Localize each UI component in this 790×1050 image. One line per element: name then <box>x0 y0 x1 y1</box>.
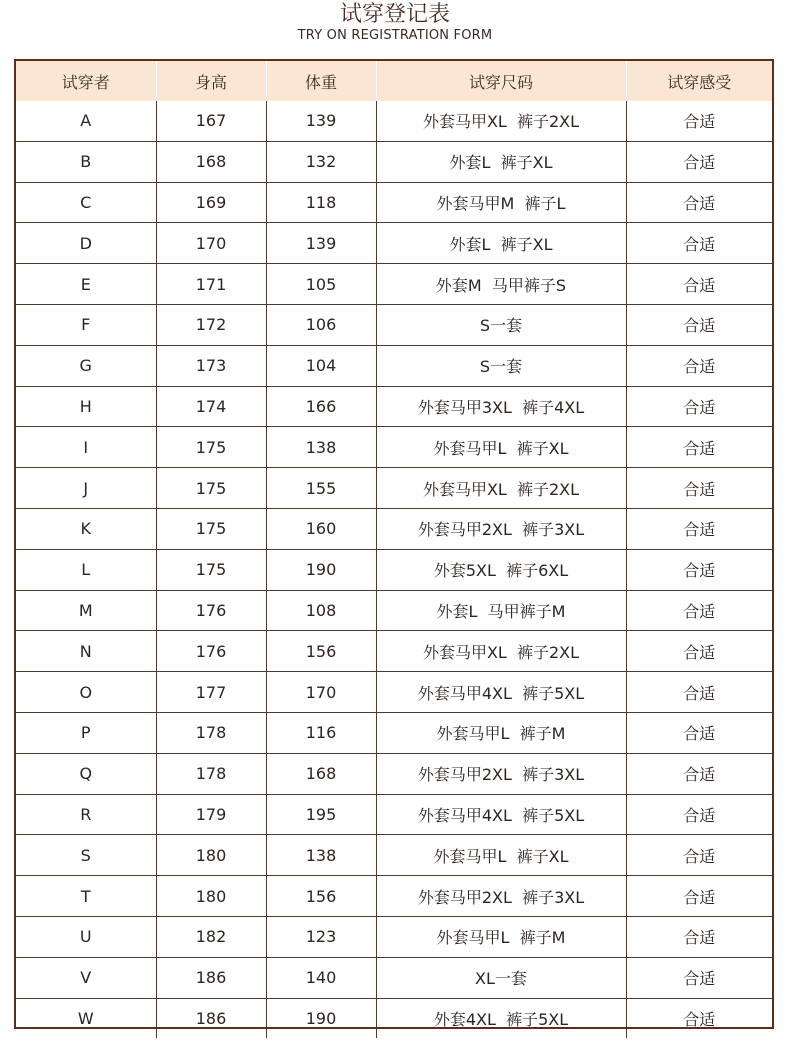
cell-feeling: 合适 <box>626 508 772 549</box>
cell-size: S一套 <box>376 345 626 386</box>
table-row <box>16 998 772 1038</box>
cell-height: 180 <box>156 835 266 876</box>
cell-tryer: U <box>16 916 156 957</box>
cell-weight: 166 <box>266 386 376 427</box>
cell-weight: 105 <box>266 264 376 305</box>
cell-weight: 118 <box>266 182 376 223</box>
page-subtitle: TRY ON REGISTRATION FORM <box>297 28 493 43</box>
cell-weight: 168 <box>266 753 376 794</box>
cell-tryer: M <box>16 590 156 631</box>
table-header <box>16 61 772 101</box>
cell-feeling: 合适 <box>626 101 772 141</box>
cell-height: 175 <box>156 508 266 549</box>
cell-weight: 156 <box>266 631 376 672</box>
registration-table <box>16 61 772 1038</box>
cell-height: 175 <box>156 468 266 509</box>
cell-tryer: L <box>16 549 156 590</box>
cell-size: 外套M 马甲裤子S <box>376 264 626 305</box>
table-row <box>16 631 772 672</box>
cell-height: 186 <box>156 957 266 998</box>
registration-table-frame <box>14 59 774 1029</box>
cell-height: 168 <box>156 141 266 182</box>
cell-weight: 170 <box>266 672 376 713</box>
cell-feeling: 合适 <box>626 223 772 264</box>
table-row <box>16 264 772 305</box>
cell-height: 171 <box>156 264 266 305</box>
cell-feeling: 合适 <box>626 712 772 753</box>
cell-feeling: 合适 <box>626 468 772 509</box>
cell-height: 182 <box>156 916 266 957</box>
table-row <box>16 386 772 427</box>
cell-height: 174 <box>156 386 266 427</box>
cell-tryer: R <box>16 794 156 835</box>
cell-feeling: 合适 <box>626 753 772 794</box>
cell-weight: 195 <box>266 794 376 835</box>
cell-height: 170 <box>156 223 266 264</box>
cell-feeling: 合适 <box>626 141 772 182</box>
cell-weight: 106 <box>266 304 376 345</box>
table-row <box>16 672 772 713</box>
cell-feeling: 合适 <box>626 835 772 876</box>
table-row <box>16 712 772 753</box>
cell-height: 177 <box>156 672 266 713</box>
cell-feeling: 合适 <box>626 427 772 468</box>
cell-tryer: E <box>16 264 156 305</box>
table-row <box>16 916 772 957</box>
table-row <box>16 957 772 998</box>
cell-height: 178 <box>156 753 266 794</box>
cell-feeling: 合适 <box>626 345 772 386</box>
cell-feeling: 合适 <box>626 876 772 917</box>
cell-tryer: B <box>16 141 156 182</box>
cell-tryer: H <box>16 386 156 427</box>
cell-tryer: T <box>16 876 156 917</box>
table-row <box>16 794 772 835</box>
header-height: 身高 <box>156 61 266 101</box>
table-row <box>16 345 772 386</box>
cell-weight: 139 <box>266 223 376 264</box>
cell-weight: 104 <box>266 345 376 386</box>
cell-size: 外套4XL 裤子5XL <box>376 998 626 1038</box>
cell-tryer: J <box>16 468 156 509</box>
cell-feeling: 合适 <box>626 590 772 631</box>
table-row <box>16 753 772 794</box>
header-row <box>16 61 772 101</box>
cell-size: 外套L 裤子XL <box>376 223 626 264</box>
cell-weight: 132 <box>266 141 376 182</box>
cell-height: 176 <box>156 631 266 672</box>
cell-size: 外套马甲3XL 裤子4XL <box>376 386 626 427</box>
cell-height: 178 <box>156 712 266 753</box>
cell-size: 外套马甲4XL 裤子5XL <box>376 794 626 835</box>
table-row <box>16 427 772 468</box>
cell-feeling: 合适 <box>626 794 772 835</box>
cell-feeling: 合适 <box>626 304 772 345</box>
cell-feeling: 合适 <box>626 916 772 957</box>
cell-feeling: 合适 <box>626 264 772 305</box>
header-tryer: 试穿者 <box>16 61 156 101</box>
table-row <box>16 182 772 223</box>
cell-height: 180 <box>156 876 266 917</box>
table-row <box>16 876 772 917</box>
cell-size: 外套马甲L 裤子XL <box>376 835 626 876</box>
cell-tryer: O <box>16 672 156 713</box>
cell-height: 175 <box>156 427 266 468</box>
cell-tryer: V <box>16 957 156 998</box>
cell-weight: 160 <box>266 508 376 549</box>
cell-tryer: A <box>16 101 156 141</box>
cell-size: 外套马甲L 裤子M <box>376 712 626 753</box>
cell-weight: 108 <box>266 590 376 631</box>
cell-weight: 156 <box>266 876 376 917</box>
header-feeling: 试穿感受 <box>626 61 772 101</box>
table-row <box>16 223 772 264</box>
cell-weight: 190 <box>266 549 376 590</box>
cell-size: XL一套 <box>376 957 626 998</box>
cell-feeling: 合适 <box>626 182 772 223</box>
cell-feeling: 合适 <box>626 631 772 672</box>
cell-tryer: F <box>16 304 156 345</box>
table-row <box>16 304 772 345</box>
cell-weight: 123 <box>266 916 376 957</box>
cell-feeling: 合适 <box>626 957 772 998</box>
cell-weight: 138 <box>266 835 376 876</box>
table-row <box>16 835 772 876</box>
cell-height: 175 <box>156 549 266 590</box>
page-title: 试穿登记表 <box>339 2 450 27</box>
cell-height: 169 <box>156 182 266 223</box>
table-row <box>16 141 772 182</box>
cell-height: 186 <box>156 998 266 1038</box>
cell-height: 167 <box>156 101 266 141</box>
cell-weight: 155 <box>266 468 376 509</box>
cell-tryer: N <box>16 631 156 672</box>
cell-size: 外套5XL 裤子6XL <box>376 549 626 590</box>
cell-size: 外套L 裤子XL <box>376 141 626 182</box>
cell-feeling: 合适 <box>626 672 772 713</box>
table-row <box>16 468 772 509</box>
cell-size: 外套马甲XL 裤子2XL <box>376 468 626 509</box>
cell-weight: 139 <box>266 101 376 141</box>
cell-tryer: Q <box>16 753 156 794</box>
cell-size: 外套马甲2XL 裤子3XL <box>376 876 626 917</box>
cell-height: 172 <box>156 304 266 345</box>
header-size: 试穿尺码 <box>376 61 626 101</box>
cell-tryer: P <box>16 712 156 753</box>
cell-size: 外套马甲L 裤子M <box>376 916 626 957</box>
cell-size: S一套 <box>376 304 626 345</box>
cell-weight: 140 <box>266 957 376 998</box>
cell-weight: 116 <box>266 712 376 753</box>
header-weight: 体重 <box>266 61 376 101</box>
table-body <box>16 101 772 1038</box>
cell-height: 176 <box>156 590 266 631</box>
table-row <box>16 549 772 590</box>
cell-size: 外套马甲2XL 裤子3XL <box>376 753 626 794</box>
cell-feeling: 合适 <box>683 1009 716 1029</box>
cell-size: 外套马甲2XL 裤子3XL <box>376 508 626 549</box>
cell-size: 外套马甲XL 裤子2XL <box>376 101 626 141</box>
cell-tryer: K <box>16 508 156 549</box>
table-row <box>16 508 772 549</box>
cell-size: 外套马甲M 裤子L <box>376 182 626 223</box>
cell-weight: 138 <box>266 427 376 468</box>
cell-size: 外套马甲4XL 裤子5XL <box>376 672 626 713</box>
cell-weight: 190 <box>266 998 376 1038</box>
cell-tryer: G <box>16 345 156 386</box>
cell-feeling: 合适 <box>626 386 772 427</box>
cell-tryer: C <box>16 182 156 223</box>
cell-size: 外套马甲XL 裤子2XL <box>376 631 626 672</box>
table-row <box>16 590 772 631</box>
cell-tryer: W <box>16 998 156 1038</box>
cell-feeling: 合适 <box>626 549 772 590</box>
cell-tryer: I <box>16 427 156 468</box>
table-row <box>16 101 772 141</box>
cell-height: 173 <box>156 345 266 386</box>
cell-tryer: S <box>16 835 156 876</box>
cell-tryer: D <box>16 223 156 264</box>
cell-size: 外套L 马甲裤子M <box>376 590 626 631</box>
cell-height: 179 <box>156 794 266 835</box>
cell-size: 外套马甲L 裤子XL <box>376 427 626 468</box>
